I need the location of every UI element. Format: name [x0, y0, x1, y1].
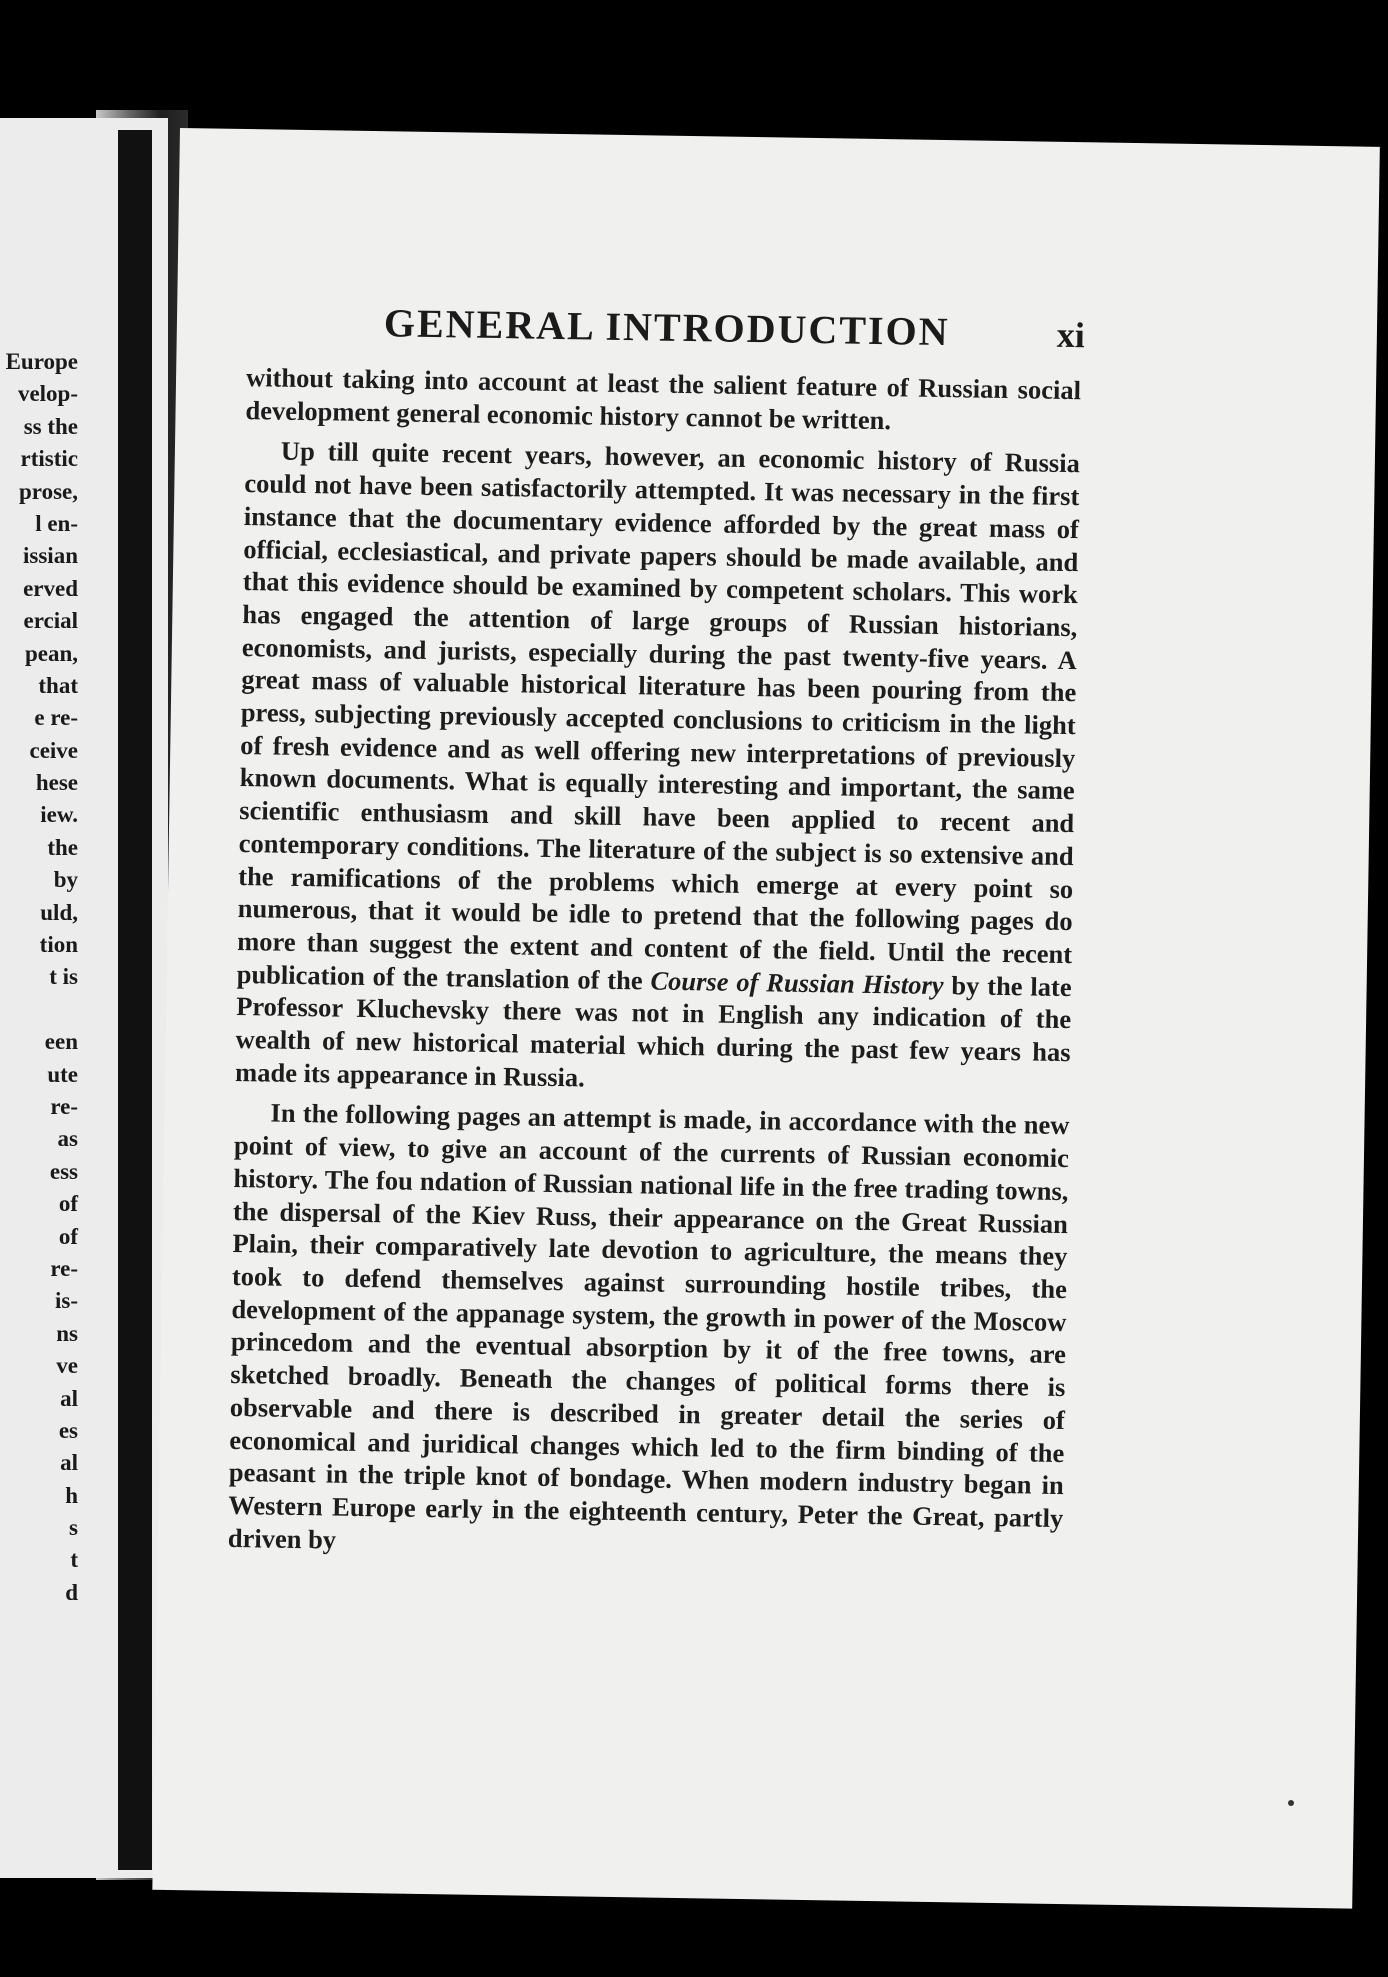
left-page-line: issian — [23, 543, 78, 569]
left-page-text-column — [0, 346, 78, 1609]
left-page-line: ercial — [23, 608, 78, 634]
paragraph-2 — [235, 434, 1080, 1101]
page-number: xi — [1056, 314, 1086, 356]
page-speck — [1288, 1800, 1294, 1806]
paragraph-1-text: without taking into account at least the salient feature of Russian social development general economic history cannot be written. — [245, 362, 1082, 435]
left-page-line: is- — [55, 1288, 78, 1314]
left-page-line: that — [38, 672, 78, 698]
left-page-line: al — [60, 1450, 78, 1476]
book-gutter — [118, 130, 152, 1870]
left-page-line: al — [60, 1385, 78, 1411]
left-page-line: t — [70, 1547, 78, 1573]
paragraph-3 — [228, 1096, 1070, 1567]
left-page-line: re- — [50, 1093, 78, 1119]
left-page-line: l en- — [35, 510, 78, 536]
left-page-line: ute — [47, 1061, 78, 1087]
left-page-line: s — [69, 1515, 78, 1541]
left-page-line: Europe — [5, 349, 78, 374]
left-page-line: rtistic — [20, 446, 78, 472]
left-page-line: velop- — [17, 381, 78, 407]
left-page-line: the — [47, 834, 78, 860]
left-page-line: prose, — [19, 478, 78, 504]
left-page-line: ess — [49, 1158, 78, 1184]
page-header — [177, 296, 1243, 363]
left-page-line: pean, — [24, 640, 78, 666]
left-page-line: ve — [56, 1353, 78, 1379]
left-page-line: as — [57, 1126, 78, 1152]
right-page — [152, 128, 1380, 1909]
left-page-line: een — [44, 1029, 78, 1055]
left-page-line: erved — [23, 575, 78, 601]
left-page-line: tion — [39, 932, 78, 958]
left-page-line: ss the — [23, 413, 78, 439]
book-title-italic: Course of Russian History — [650, 965, 944, 1000]
left-page-line: t is — [49, 964, 78, 990]
left-page-line: e re- — [34, 705, 78, 731]
left-page-line: uld, — [40, 899, 78, 925]
paragraph-3-text: In the following pages an attempt is made, in accordance with the new point of view, to give an account of the currents of Russian economic history. The fou ndation of Russian national life in the free trading towns, the dispersal of the Kiev Russ, their appearance on the Great Russian Plain, their comparatively late devotion to agriculture, the means they took to defend themselves against surrounding hostile tribes, the development of the appanage system, the growth in power of the Moscow princedom and the eventual absorption by it of the free towns, are sketched broadly. Beneath the changes of political forms there is observable and there is described in greater detail the series of economical and juridical changes which led to the firm binding of the peasant in the triple knot of bondage. When modern industry began in Western Europe early in the eighteenth century, Peter the Great, partly driven by — [227, 1098, 1070, 1555]
running-title: GENERAL INTRODUCTION — [383, 300, 950, 355]
left-page-line: by — [53, 867, 78, 893]
paragraph-2-text: Up till quite recent years, however, an economic history of Russia could not have been satisfactorily attempted. It was necessary in the first instance that the documentary evidence afforded by the great mass of official, ecclesiastical, and private papers should be made available, and that this evidence should be examined by competent scholars. This work has engaged the attention of large groups of Russian historians, economists, and jurists, especially during the past twenty-five years. A great mass of valuable historical literature has been pouring from the press, subjecting previously accepted conclusions to criticism in the light of fresh evidence and as well offering new interpretations of previously known documents. What is equally interesting and important, the same scientific enthusiasm and skill have been applied to recent and contemporary conditions. The literature of the subject is so extensive and the ramifications of the problems which emerge at every point so numerous, that it would be idle to pretend that the following pages do more than suggest the extent and content of the field. Until the recent publication of the translation of the — [236, 436, 1081, 996]
left-page-line: re- — [50, 1255, 78, 1281]
left-page-line: iew. — [40, 802, 78, 828]
left-page-line: of — [58, 1223, 78, 1249]
left-page-line: of — [58, 1191, 78, 1217]
left-page-line: es — [58, 1417, 78, 1443]
left-page-line: h — [65, 1482, 78, 1508]
page-body — [227, 361, 1081, 1575]
paragraph-2-text-after: by the late Professor Kluchevsky there was not in English any indication of the wealth of new historical material which during the past few years has made its appearance in Russia. — [234, 969, 1072, 1093]
paragraph-1 — [245, 361, 1081, 440]
left-page-line: d — [65, 1579, 78, 1605]
left-page-line: hese — [35, 770, 78, 796]
left-page-line — [0, 994, 78, 1026]
left-page-line: ceive — [29, 737, 78, 763]
left-page-line: ns — [56, 1320, 78, 1346]
